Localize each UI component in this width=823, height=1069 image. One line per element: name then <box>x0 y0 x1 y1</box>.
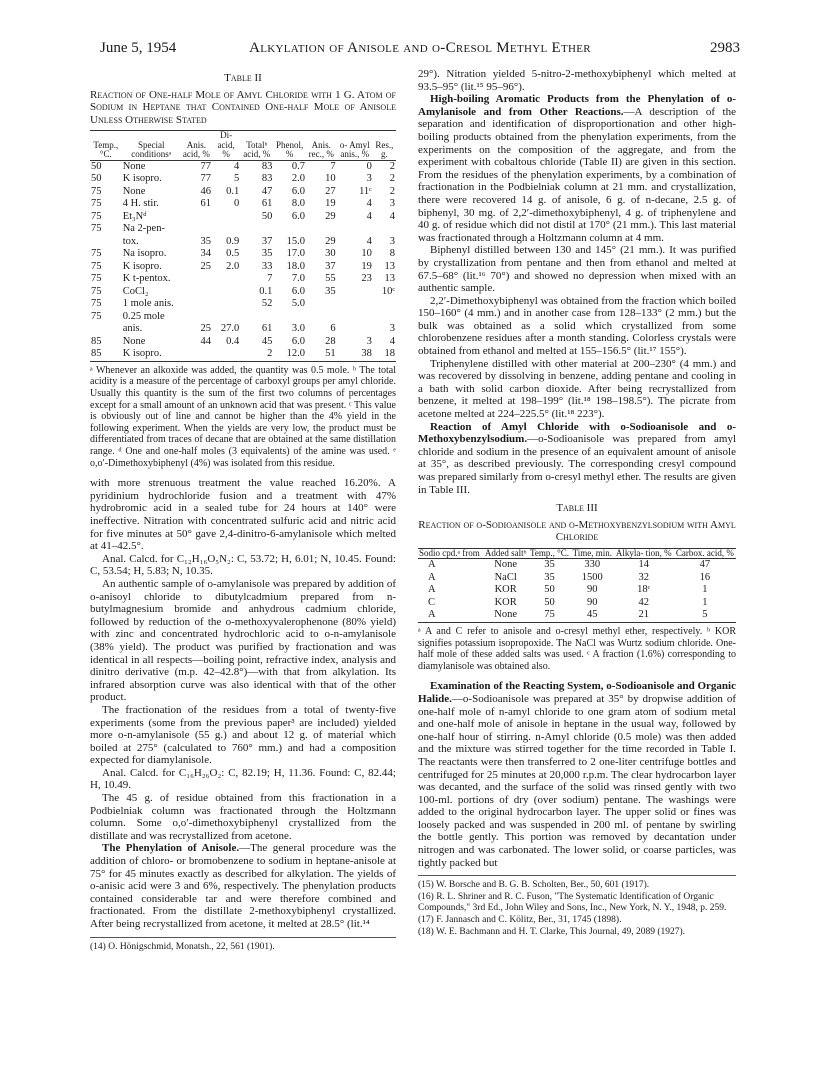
table-2-cell: 75 <box>91 310 102 322</box>
table-3-header: Sodio cpd.ᵃ from <box>418 548 483 559</box>
table-3-footnotes: ᵃ A and C refer to anisole and o-cresyl methyl ether, respectively. ᵇ KOR signifies potassium isopropoxide. The NaCl was Wurtz sodium chloride. One-half mole of these added salts was used. ᶜ A fraction (1.6%) corresponding to diamylanisole was obtained also. <box>418 625 736 672</box>
table-2-cell: 25 <box>200 323 212 335</box>
header-title: Alkylation of Anisole and o-Cresol Methyl Ether <box>249 40 591 56</box>
table-2-cell: 83 <box>261 160 273 172</box>
table-2-cell <box>181 286 212 299</box>
table-2-cell <box>212 211 240 224</box>
page-header <box>100 40 740 60</box>
table-2-cell: 75 <box>91 285 102 297</box>
table-3-cell: 45 <box>571 609 614 622</box>
table-3-title: Table III <box>556 502 598 515</box>
table-2-title: Table II <box>224 72 262 84</box>
table-3-cell: 42 <box>638 596 649 608</box>
table-2-cell: 6.0 <box>291 210 305 222</box>
body-paragraph: 2,2′-Dimethoxybiphenyl was obtained from the fraction which boiled 150–160° (4 mm.) and in another case from 128–133° (2 mm.) but the bulk was obtained as a solid which crystallized from some chlorobenzene residues after a month standing. Colorless crystals were obtained from ethanol and melted at 155–156.5° (lit.¹⁷ 155°). <box>418 294 736 358</box>
table-3-cell: 32 <box>638 571 649 583</box>
table-2-row <box>90 298 396 311</box>
section-text: —o-Sodioanisole was prepared from amyl chloride and sodium in the presence of an equivalent amount of anisole at 35°, as described previously. The corresponding cresyl compound was prepared similarly from o-cresyl methyl ether. The results are given in Table III. <box>418 433 736 496</box>
table-2-cell: None <box>122 160 146 172</box>
table-3-cell: 330 <box>584 559 601 571</box>
table-2-cell: 50 <box>91 173 102 185</box>
table-2-header-row <box>90 131 396 161</box>
table-2-cell: 27 <box>325 185 336 197</box>
table-2-cell: 4 <box>389 210 395 222</box>
table-2-row <box>90 286 396 299</box>
table-2-cell <box>240 223 273 236</box>
table-2-cell: Et₃Nᵈ <box>122 210 147 222</box>
table-2-cell: 11ᶜ <box>359 185 372 197</box>
table-2-row <box>90 323 396 336</box>
table-2-cell: 3 <box>366 173 372 185</box>
table-2-row <box>90 186 396 199</box>
table-2 <box>90 130 396 362</box>
reference-item: (18) W. E. Bachmann and H. T. Clarke, This Journal, 49, 2089 (1927). <box>418 927 686 938</box>
body-paragraph: Triphenylene distilled with other material at 200–230° (4 mm.) and was recovered by dissolving in benzene, adding pentane and cooling in a bath with solid carbon dioxide. After being recrystallized from benzene, it melted at 198–199° (lit.¹⁸ 198–198.5°). The picrate from acetone melted at 224–225.5° (lit.¹⁸ 223°). <box>418 357 736 421</box>
right-references <box>418 875 736 938</box>
table-2-cell: 46 <box>200 185 212 197</box>
table-3-body <box>418 559 736 623</box>
table-2-cell: 4 <box>366 235 372 247</box>
table-2-cell <box>90 323 122 336</box>
table-2-cell: 13 <box>384 273 395 285</box>
table-3-row <box>418 584 736 597</box>
table-2-cell: 2 <box>389 185 395 197</box>
table-3-cell: 50 <box>544 584 555 596</box>
table-2-cell: 6.0 <box>291 185 305 197</box>
table-3-row <box>418 609 736 622</box>
table-2-cell: 61 <box>261 323 273 335</box>
body-paragraph: 29°). Nitration yielded 5-nitro-2-methoxybiphenyl which melted at 93.5–95° (lit.¹⁵ 95–96°). <box>418 68 736 93</box>
table-2-cell: 77 <box>200 173 212 185</box>
table-3 <box>418 548 736 623</box>
table-2-cell: 3 <box>389 198 395 210</box>
table-2-cell <box>181 273 212 286</box>
table-2-cell <box>90 236 122 249</box>
table-2-row <box>90 223 396 236</box>
table-2-row <box>90 173 396 186</box>
table-3-cell: NaCl <box>494 571 517 583</box>
table-2-cell <box>337 298 373 311</box>
reference-item: (14) O. Hönigschmid, Monatsh., 22, 561 (1901). <box>90 941 275 952</box>
body-paragraph: Anal. Calcd. for C₁₂H₁₆O₅N₂: C, 53.72; H, 6.01; N, 10.45. Found: C, 53.54; H, 5.83; N, 10.35. <box>90 552 396 578</box>
table-2-body <box>90 160 396 361</box>
table-2-cell: 0.5 <box>226 248 240 260</box>
table-2-row <box>90 261 396 274</box>
reference-item: (17) F. Jannasch and C. Kölitz, Ber., 31, 1745 (1898). <box>418 915 622 926</box>
table-2-cell: 61 <box>200 198 212 210</box>
table-2-row <box>90 160 396 173</box>
table-2-cell: K isopro. <box>122 173 162 185</box>
table-2-row <box>90 311 396 324</box>
section-text: —A description of the separation and identification of disproportionation and other high-boiling products obtained from the phenylation experiments, from the experiments on the composition of the aggregate, and from the experiment with cobaltous chloride (Table II) are given in this section. From the residues of the phenylation experiments, by a combination of fractionation in the Podbielniak column at 21 mm. and crystallization, there were recovered 14 g. of anisole, 6 g. of n-decane, 2.5 g. of biphenyl, 30 mg. of 2,2′-dimethoxybiphenyl, 4 g. of triphenylene and 40 g. of residue which did not distil at 170° (21 mm.). This last material was fractionated through a Holtzmann column at 4 mm. <box>418 105 736 244</box>
table-2-cell: 12.0 <box>273 348 306 361</box>
table-2-header: o- Amyl anis., % <box>337 131 373 161</box>
header-page-number: 2983 <box>710 40 740 56</box>
table-2-cell: 85 <box>91 335 102 347</box>
table-2-cell: 47 <box>261 185 273 197</box>
body-paragraph: The 45 g. of residue obtained from this fractionation in a Podbielniak column was fractionated through the Holtzmann column. Some o,o′-dimethoxybiphenyl crystallized from the distillate and was recrystallized from acetone. <box>90 792 396 842</box>
table-2-cell: 29 <box>325 210 336 222</box>
table-3-cell: 18ᶜ <box>637 584 651 596</box>
table-2-cell: K isopro. <box>122 348 181 361</box>
table-2-cell: 28 <box>325 335 336 347</box>
table-2-header: Totalᵇ acid, % <box>240 131 273 161</box>
table-2-cell <box>181 311 212 324</box>
table-3-cell: 50 <box>544 596 555 608</box>
table-2-cell: 45 <box>261 335 273 347</box>
table-3-cell: 16 <box>699 571 711 583</box>
table-2-cell: 0.9 <box>226 235 240 247</box>
table-2-row <box>90 336 396 349</box>
table-2-cell: 85 <box>90 348 122 361</box>
table-3-header: Alkyla- tion, % <box>614 548 674 559</box>
table-2-header: Res., g. <box>373 131 396 161</box>
table-2-cell <box>306 223 337 236</box>
table-2-cell: 77 <box>200 160 212 172</box>
table-3-row <box>418 572 736 585</box>
table-2-cell: 7 <box>330 160 336 172</box>
table-2-cell: 75 <box>91 185 102 197</box>
table-2-row <box>90 198 396 211</box>
table-2-row <box>90 273 396 286</box>
table-3-cell: None <box>494 559 518 571</box>
table-2-cell: 75 <box>91 198 102 210</box>
table-2-cell: K t-pentox. <box>122 273 171 285</box>
table-2-cell: 4 H. stir. <box>122 198 159 210</box>
table-2-cell: 2 <box>240 348 273 361</box>
table-2-cell: K isopro. <box>122 260 162 272</box>
table-3-row <box>418 559 736 572</box>
table-3-cell: KOR <box>494 596 517 608</box>
table-2-cell <box>306 298 337 311</box>
table-2-cell: 8 <box>389 248 395 260</box>
table-2-cell: 19 <box>325 198 336 210</box>
table-2-cell: 6.0 <box>291 335 305 347</box>
table-2-cell: 0.7 <box>291 160 305 172</box>
table-2-cell: 75 <box>91 248 102 260</box>
table-2-cell: 4 <box>389 335 395 347</box>
table-2-cell: 18 <box>373 348 396 361</box>
table-3-cell: A <box>418 609 483 622</box>
table-3-header: Temp., °C. <box>530 547 569 558</box>
table-2-cell <box>337 223 373 236</box>
body-paragraph: An authentic sample of o-amylanisole was prepared by addition of o-anisoyl chloride to dibutylcadmium prepared from n-butylmagnesium bromide and anhydrous cadmium chloride, followed by reduction of the o-methoxyvalerophenone (80% yield) with zinc and concentrated hydrochloric acid to o-n-amylanisole (38% yield). The product was purified by fractionation and was identical in all respects—boiling point, refractive index, analysis and dinitro derivative (m.p. 42–42.8°)—with that from alkylation. Its infrared absorption curve was also identical with that of the other product. <box>90 577 396 704</box>
table-2-cell: 50 <box>261 210 273 222</box>
right-column <box>418 68 736 939</box>
table-2-cell: 4 <box>233 160 240 172</box>
table-2-cell: 0.1 <box>259 285 273 297</box>
table-2-cell: 29 <box>325 235 336 247</box>
table-2-cell: 51 <box>306 348 337 361</box>
table-3-cell: None <box>483 609 528 622</box>
table-2-cell: 55 <box>325 273 336 285</box>
table-2-cell: 44 <box>200 335 212 347</box>
table-2-cell: 4 <box>366 210 372 222</box>
table-2-cell: 52 <box>261 298 273 310</box>
table-3-cell: A <box>428 571 436 583</box>
table-2-cell: 3.0 <box>291 323 305 335</box>
table-2-cell <box>373 223 396 236</box>
table-2-header: Anis. acid, % <box>181 131 212 161</box>
table-2-cell <box>212 298 240 311</box>
left-references <box>90 937 396 953</box>
table-2-cell <box>181 348 212 361</box>
table-2-cell <box>212 273 240 286</box>
reference-item: (16) R. L. Shriner and R. C. Fuson, "The Systematic Identification of Organic Compounds," 3rd Ed., John Wiley and Sons, Inc., New York, N. Y., 1948, p. 259. <box>418 892 727 914</box>
table-2-cell: 0 <box>366 160 372 172</box>
table-3-header: Added saltᵇ <box>484 547 527 558</box>
table-2-cell: 25 <box>200 260 212 272</box>
section-paragraph <box>418 421 736 497</box>
table-2-cell: None <box>122 335 146 347</box>
table-2-row <box>90 236 396 249</box>
table-3-row <box>418 597 736 610</box>
table-2-cell: tox. <box>122 235 139 247</box>
section-paragraph <box>418 680 736 869</box>
table-2-cell: Na isopro. <box>122 248 167 260</box>
table-3-cell: 75 <box>528 609 571 622</box>
table-3-cell: 21 <box>614 609 674 622</box>
table-2-cell: 5.0 <box>291 298 305 310</box>
table-2-cell: 2.0 <box>291 173 305 185</box>
table-2-cell <box>337 286 373 299</box>
left-column <box>90 68 396 954</box>
table-3-cell: C <box>428 596 436 608</box>
table-2-cell: 37 <box>325 260 336 272</box>
table-2-cell: 75 <box>91 273 102 285</box>
table-2-caption: Reaction of One-half Mole of Amyl Chloride with 1 G. Atom of Sodium in Heptane that Contained One-half Mole of Anisole Unless Otherwise Stated <box>90 88 396 126</box>
table-2-cell: 23 <box>361 273 372 285</box>
table-2-cell: 6 <box>330 323 336 335</box>
table-2-cell: 0.4 <box>226 335 240 347</box>
body-paragraph: Biphenyl distilled between 130 and 145° (21 mm.). It was purified by crystallization from pentane and then from ethanol and melted at 67.5–68° (lit.¹⁶ 70°) and showed no depression when mixed with an authentic sample. <box>418 244 736 295</box>
table-3-caption: Reaction of o-Sodioanisole and o-Methoxybenzylsodium with Amyl Chloride <box>418 518 736 544</box>
reference-item: (15) W. Borsche and B. G. B. Scholten, Ber., 50, 601 (1917). <box>418 880 650 891</box>
table-2-cell: 10 <box>361 248 372 260</box>
table-2-cell <box>273 223 306 236</box>
table-2-cell: 75 <box>91 260 102 272</box>
table-2-cell: 1 mole anis. <box>122 298 174 310</box>
table-2-header: Temp., °C. <box>90 131 122 161</box>
table-3-header: Time, min. <box>572 547 612 558</box>
table-2-cell <box>337 323 373 336</box>
table-2-cell: 18.0 <box>286 260 305 272</box>
section-text: —o-Sodioanisole was prepared at 35° by dropwise addition of one-half mole of n-amyl chloride to one gram atom of sodium metal and one-half mole of anisole in heptane in the usual way, followed by one-half hour of stirring. n-Amyl chloride (0.5 mole) was then added and the mixture was stirred together for the time recorded in Table I. The reactants were then transferred to 2 one-liter centrifuge bottles and centrifuged for 25 minutes at 20,000 r.p.m. The clear hydrocarbon layer was decanted, and the surface of the solid was rinsed gently with two 100-ml. portions of dry (over sodium) pentane. The washings were added to the original hydrocarbon layer. The upper solid or fines was loosely packed and was suspended in 200 ml. of pentane by swirling the bottle gently. This portion was removed by decantation under nitrogen and was carbonated. The lower solid, or coarse particles, was tightly packed but <box>418 692 736 869</box>
table-2-cell: 0.1 <box>226 185 240 197</box>
body-paragraph: Anal. Calcd. for C₁₆H₂₆O₂: C, 82.19; H, 11.36. Found: C, 82.44; H, 10.49. <box>90 766 396 792</box>
table-2-cell: 17.0 <box>286 248 305 260</box>
table-2-cell <box>212 348 240 361</box>
table-3-cell: 47 <box>699 559 711 571</box>
table-3-cell: 5 <box>674 609 736 622</box>
table-2-cell: 10ᶜ <box>381 285 395 297</box>
table-2-cell: 3 <box>389 323 395 335</box>
table-2-footnotes: ᵃ Whenever an alkoxide was added, the quantity was 0.5 mole. ᵇ The total acidity is a measure of the percentage of carboxyl groups per amyl chloride. Usually this quantity is the sum of the first two columns of percentages except for a small amount of an unknown acid that was present. ᶜ This value is obviously out of line and cannot be higher than the 4% yield in the following experiment. When the yields are very low, the product must be differentiated from traces of decane that are obtained at the same distillation range. ᵈ One and one-half moles (3 equivalents) of the amine was used. ᵉ o,o′-Dimethoxybiphenyl (4%) was isolated from this residue. <box>90 364 396 469</box>
table-2-cell <box>373 298 396 311</box>
table-2-cell: 3 <box>366 335 372 347</box>
table-3-cell: KOR <box>494 584 517 596</box>
section-heading: Reaction of Amyl Chloride with o-Sodioanisole and o-Methoxybenzylsodium. <box>418 420 736 446</box>
table-2-cell: 4 <box>366 198 372 210</box>
table-2-cell <box>273 311 306 324</box>
table-2-cell <box>373 311 396 324</box>
table-3-cell: A <box>428 559 436 571</box>
table-2-header: Di- acid, % <box>212 131 240 161</box>
table-2-cell <box>181 211 212 224</box>
section-heading: High-boiling Aromatic Products from the Phenylation of o-Amylanisole and from Other Reactions. <box>418 93 736 118</box>
table-2-cell: 27.0 <box>220 323 240 335</box>
table-2-header: Special conditionsᵃ <box>122 131 181 161</box>
table-2-header: Phenol, % <box>273 131 306 161</box>
table-3-cell: 35 <box>544 571 555 583</box>
table-2-cell: 7 <box>267 273 273 285</box>
table-2-cell: 35 <box>325 285 336 297</box>
table-2-row <box>90 211 396 224</box>
table-2-cell <box>240 311 273 324</box>
header-date: June 5, 1954 <box>100 40 177 56</box>
table-2-cell: 2 <box>389 173 395 185</box>
table-2-cell: anis. <box>122 323 143 335</box>
table-2-cell: 75 <box>91 210 102 222</box>
body-paragraph: with more strenuous treatment the value reached 16.20%. A pyridinium hydrochloride fusion and a treatment with 47% hydrobromic acid in a sealed tube for 24 hours at 140° were ineffective. Nitration with concentrated sulfuric acid and nitric acid for five minutes at 50° gave 2,4-dinitro-6-amylanisole which melted at 41–42.5°. <box>90 477 396 553</box>
table-2-cell <box>181 298 212 311</box>
table-2-cell: 8.0 <box>291 198 305 210</box>
table-2-cell: 3 <box>389 235 395 247</box>
table-2-cell: 7.0 <box>291 273 305 285</box>
table-3-header: Carbox. acid, % <box>674 548 736 559</box>
table-2-cell: 75 <box>91 298 102 310</box>
table-2-cell <box>306 311 337 324</box>
table-3-cell: A <box>428 584 436 596</box>
table-2-header: Anis. rec., % <box>306 131 337 161</box>
section-paragraph <box>90 842 396 930</box>
table-2-cell: 37 <box>261 235 273 247</box>
table-2-cell: None <box>122 185 146 197</box>
table-2-cell: 15.0 <box>286 235 305 247</box>
section-heading: Examination of the Reacting System, o-Sodioanisole and Organic Halide. <box>418 680 736 705</box>
table-3-cell: 35 <box>544 559 555 571</box>
table-3-cell: 1500 <box>581 571 603 583</box>
table-2-cell: 35 <box>200 235 212 247</box>
table-2-cell: 50 <box>91 160 102 172</box>
table-2-cell: CoCl₂ <box>122 285 149 297</box>
table-2-cell: 0.25 mole <box>122 310 165 322</box>
table-2-row <box>90 248 396 261</box>
table-2-cell: 10 <box>325 173 336 185</box>
table-2-cell: 35 <box>261 248 273 260</box>
section-text: —The general procedure was the addition of chloro- or bromobenzene to sodium in heptane-anisole at 75° for 45 minutes exactly as described for alkylation. The yields of o-anisic acid were 3 and 6%, respectively. The phenylation products contained considerable tar and were therefore combined and fractionated. From the distillate 2-methoxybiphenyl crystallized. After being recrystallized from acetone, it melted at 28.5° (lit.¹⁴ <box>90 842 396 930</box>
table-2-cell: Na 2-pen- <box>122 223 165 235</box>
table-2-cell <box>212 311 240 324</box>
table-2-cell <box>181 223 212 236</box>
table-2-cell <box>212 223 240 236</box>
body-paragraph: The fractionation of the residues from a total of twenty-five experiments (some from the previous paper³ are included) yielded more o-n-amylanisole (55 g.) and about 12 g. of material which boiled at 275° (calculated to 760° mm.) and had a composition expected for diamylanisole. <box>90 703 396 767</box>
table-3-cell: 90 <box>587 584 598 596</box>
table-3-cell: 90 <box>587 596 598 608</box>
table-2-cell: 83 <box>261 173 273 185</box>
table-2-cell <box>212 286 240 299</box>
table-2-cell: 2 <box>389 160 395 172</box>
table-3-cell: 14 <box>638 559 649 571</box>
table-2-cell: 33 <box>261 260 273 272</box>
table-2-cell: 34 <box>200 248 212 260</box>
table-3-header-row <box>418 548 736 559</box>
table-2-cell: 6.0 <box>291 285 305 297</box>
section-heading: The Phenylation of Anisole. <box>102 842 240 855</box>
table-3-cell: 1 <box>702 584 708 596</box>
table-2-cell: 19 <box>361 260 372 272</box>
table-2-cell: 61 <box>261 198 273 210</box>
table-2-cell: 30 <box>325 248 336 260</box>
table-2-cell: 38 <box>337 348 373 361</box>
table-2-cell: 13 <box>384 260 395 272</box>
table-2-cell: 5 <box>233 173 240 185</box>
table-2-cell <box>337 311 373 324</box>
table-2-cell: 75 <box>91 223 102 235</box>
section-paragraph <box>418 93 736 244</box>
table-2-cell: 2.0 <box>226 260 240 272</box>
table-3-cell: 1 <box>702 596 708 608</box>
table-2-cell: 0 <box>233 198 240 210</box>
table-2-row <box>90 348 396 361</box>
